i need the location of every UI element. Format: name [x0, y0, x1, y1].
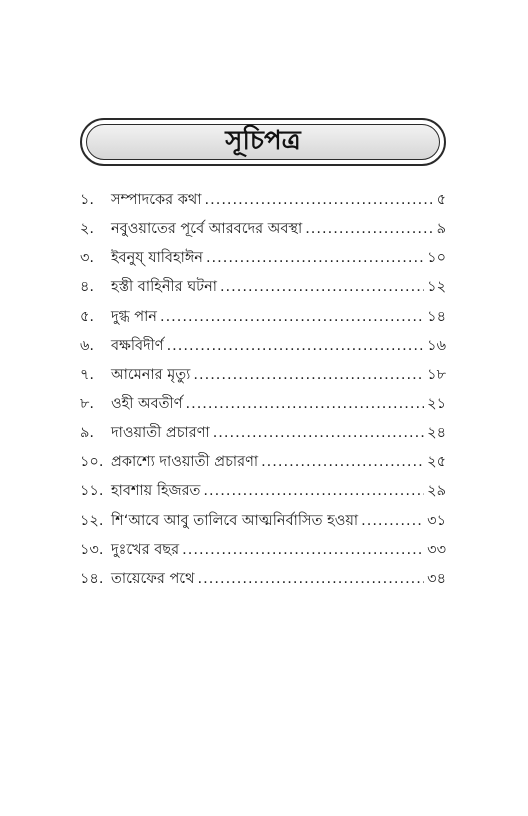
toc-leader-dots — [213, 425, 424, 441]
toc-number: ৬. — [80, 337, 95, 354]
heading-banner-inner — [86, 124, 440, 160]
toc-page-number: ১০ — [427, 250, 446, 267]
toc-leader-dots — [361, 513, 424, 529]
toc-number: ৫. — [80, 308, 95, 325]
toc-number: ৯. — [80, 425, 95, 442]
toc-row — [80, 539, 446, 568]
toc-page-number: ২৯ — [427, 483, 446, 500]
toc-page-number: ৩৪ — [427, 570, 446, 587]
toc-page-number: ১৪ — [427, 308, 446, 325]
toc-number: ৩. — [80, 250, 95, 267]
toc-leader-dots — [305, 221, 433, 237]
toc-title: নবুওয়াতের পূর্বে আরবদের অবস্থা — [111, 221, 303, 238]
toc-title: প্রকাশ্যে দাওয়াতী প্রচারণা — [111, 454, 259, 471]
page-title: সূচিপত্র — [225, 126, 301, 156]
toc-row — [80, 335, 446, 364]
toc-page-number: ১৬ — [427, 337, 446, 354]
toc-leader-dots — [198, 571, 425, 587]
toc-number: ১৪. — [80, 570, 104, 587]
toc-leader-dots — [182, 542, 424, 558]
toc-row — [80, 306, 446, 335]
toc-page-number: ২৫ — [427, 454, 446, 471]
toc-page-number: ১৮ — [427, 366, 446, 383]
toc-leader-dots — [261, 454, 424, 470]
toc-leader-dots — [167, 338, 425, 354]
toc-title: দাওয়াতী প্রচারণা — [111, 425, 210, 442]
toc-number: ৪. — [80, 279, 95, 296]
toc-title: শি‘আবে আবু তালিবে আত্মনির্বাসিত হওয়া — [111, 512, 359, 529]
toc-row — [80, 451, 446, 480]
toc-leader-dots — [185, 396, 424, 412]
toc-leader-dots — [205, 192, 434, 208]
toc-row — [80, 480, 446, 509]
toc-page-number: ২১ — [427, 395, 446, 412]
toc-leader-dots — [160, 309, 424, 325]
toc-page-number: ৩৩ — [427, 541, 446, 558]
toc-leader-dots — [206, 250, 424, 266]
toc-page-number: ১২ — [427, 279, 446, 296]
table-of-contents — [80, 189, 446, 597]
toc-row — [80, 364, 446, 393]
toc-number: ১১. — [80, 483, 104, 500]
toc-page-number: ৫ — [436, 192, 446, 208]
toc-title: হাবশায় হিজরত — [111, 483, 201, 500]
toc-row — [80, 568, 446, 597]
toc-row — [80, 393, 446, 422]
toc-number: ২. — [80, 221, 95, 238]
toc-number: ১২. — [80, 512, 104, 529]
toc-title: হস্তী বাহিনীর ঘটনা — [111, 279, 217, 296]
toc-number: ১৩. — [80, 541, 104, 558]
toc-leader-dots — [203, 483, 424, 499]
toc-leader-dots — [193, 367, 424, 383]
toc-title: তায়েফের পথে — [111, 570, 195, 587]
toc-page-number: ২৪ — [427, 425, 446, 442]
toc-row — [80, 422, 446, 451]
toc-leader-dots — [220, 279, 424, 295]
toc-title: ওহী অবতীর্ণ — [111, 395, 183, 412]
toc-row — [80, 510, 446, 539]
toc-row — [80, 189, 446, 218]
toc-row — [80, 276, 446, 305]
toc-page-number: ৯ — [436, 221, 446, 238]
heading-banner — [80, 118, 446, 166]
toc-page-number: ৩১ — [427, 512, 446, 529]
toc-title: ইবনুয্ যাবিহাঈন — [111, 250, 203, 267]
toc-row — [80, 218, 446, 247]
toc-number: ১০. — [80, 454, 104, 471]
toc-number: ১. — [80, 192, 95, 208]
toc-title: আমেনার মৃত্যু — [111, 366, 191, 383]
toc-title: বক্ষবিদীর্ণ — [111, 337, 164, 354]
toc-title: সম্পাদকের কথা — [111, 192, 202, 208]
toc-title: দুগ্ধ পান — [111, 308, 157, 325]
toc-number: ৮. — [80, 395, 95, 412]
toc-title: দুঃখের বছর — [111, 541, 180, 558]
toc-row — [80, 247, 446, 276]
toc-number: ৭. — [80, 366, 95, 383]
